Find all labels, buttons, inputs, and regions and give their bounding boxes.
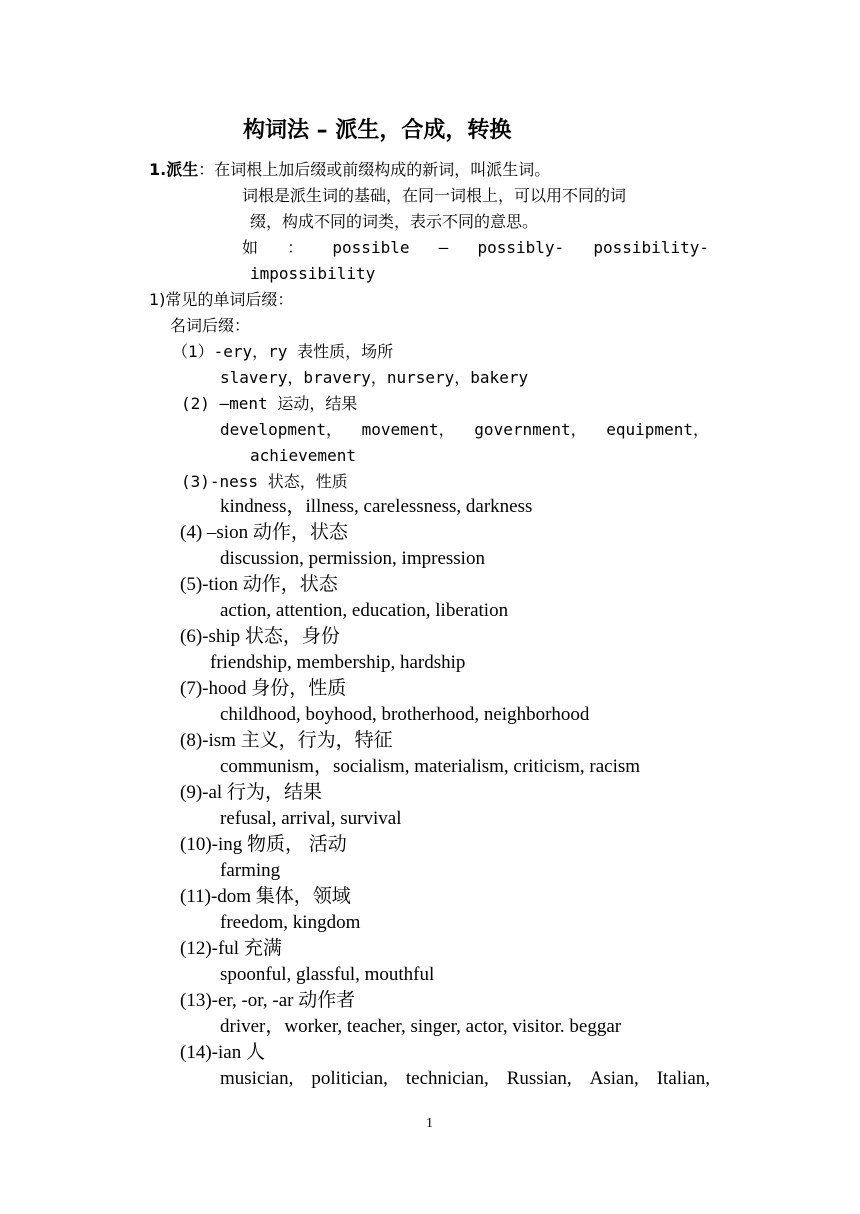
suffix-13-examples: driver，worker, teacher, singer, actor, visitor. beggar (220, 1016, 622, 1037)
suffix-4-examples: discussion, permission, impression (220, 548, 485, 569)
suffix-2-examples-continuation: achievement (250, 446, 356, 465)
example-word: possible (332, 238, 410, 257)
suffix-14-examples (220, 1069, 710, 1089)
suffix-3-heading: (3)-ness 状态，性质 (181, 472, 348, 491)
intro-definition: ：在词根上加后缀或前缀构成的新词，叫派生词。 (198, 160, 551, 179)
intro-label: 1.派生 (149, 160, 199, 179)
suffix-7-examples: childhood, boyhood, brotherhood, neighborhood (220, 704, 590, 725)
suffix-10-heading: (10)-ing 物质， 活动 (180, 834, 347, 855)
example-word: government， (474, 420, 587, 439)
page-title: 构词法 – 派生，合成，转换 (243, 118, 512, 143)
intro-root-line-2: 缀，构成不同的词类，表示不同的意思。 (250, 212, 539, 231)
suffix-7-heading: (7)-hood 身份，性质 (180, 678, 347, 699)
suffix-1-heading: （1）-ery，ry 表性质，场所 (172, 342, 394, 361)
suffix-3-examples: kindness，illness, carelessness, darkness (220, 496, 533, 517)
suffix-10-examples: farming (220, 860, 281, 881)
suffix-2-examples (220, 420, 709, 440)
suffix-9-heading: (9)-al 行为，结果 (180, 782, 322, 803)
suffix-12-examples: spoonful, glassful, mouthful (220, 964, 435, 985)
example-word: technician, (405, 1068, 489, 1089)
example-word: Russian, (506, 1068, 572, 1089)
suffix-12-heading: (12)-ful 充满 (180, 938, 282, 959)
example-word: musician, (220, 1068, 294, 1089)
suffix-13-heading: (13)-er, -or, -ar 动作者 (180, 990, 356, 1011)
noun-suffix-heading: 名词后缀： (170, 316, 251, 335)
suffix-4-heading: (4) –sion 动作，状态 (180, 522, 348, 543)
suffix-9-examples: refusal, arrival, survival (220, 808, 402, 829)
intro-root-line-1: 词根是派生词的基础，在同一词根上，可以用不同的词 (242, 186, 627, 205)
example-word: 如 (242, 238, 259, 257)
example-word: Asian, (589, 1068, 639, 1089)
suffix-11-heading: (11)-dom 集体，领域 (180, 886, 351, 907)
suffix-1-examples: slavery，bravery，nursery，bakery (220, 368, 529, 387)
suffix-2-heading: (2) –ment 运动，结果 (181, 394, 358, 413)
suffix-5-heading: (5)-tion 动作，状态 (180, 574, 338, 595)
section-heading: 1)常见的单词后缀： (149, 290, 294, 309)
suffix-11-examples: freedom, kingdom (220, 912, 361, 933)
suffix-14-heading: (14)-ian 人 (180, 1042, 265, 1063)
intro-example-line (242, 238, 709, 258)
page-number: 1 (426, 1116, 433, 1131)
example-word: possibly- (477, 238, 565, 257)
example-word: politician, (311, 1068, 388, 1089)
example-word: ： (287, 238, 304, 257)
example-word: – (438, 238, 449, 257)
example-word: development， (220, 420, 342, 439)
intro-line (149, 160, 550, 180)
suffix-5-examples: action, attention, education, liberation (220, 600, 509, 621)
example-word: possibility- (593, 238, 709, 257)
suffix-6-examples: friendship, membership, hardship (210, 652, 466, 673)
intro-example-continuation: impossibility (250, 264, 376, 283)
suffix-6-heading: (6)-ship 状态，身份 (180, 626, 340, 647)
example-word: equipment， (606, 420, 709, 439)
suffix-8-heading: (8)-ism 主义，行为，特征 (180, 730, 393, 751)
example-word: Italian, (656, 1068, 710, 1089)
example-word: movement， (361, 420, 455, 439)
suffix-8-examples: communism，socialism, materialism, criticism, racism (220, 756, 641, 777)
